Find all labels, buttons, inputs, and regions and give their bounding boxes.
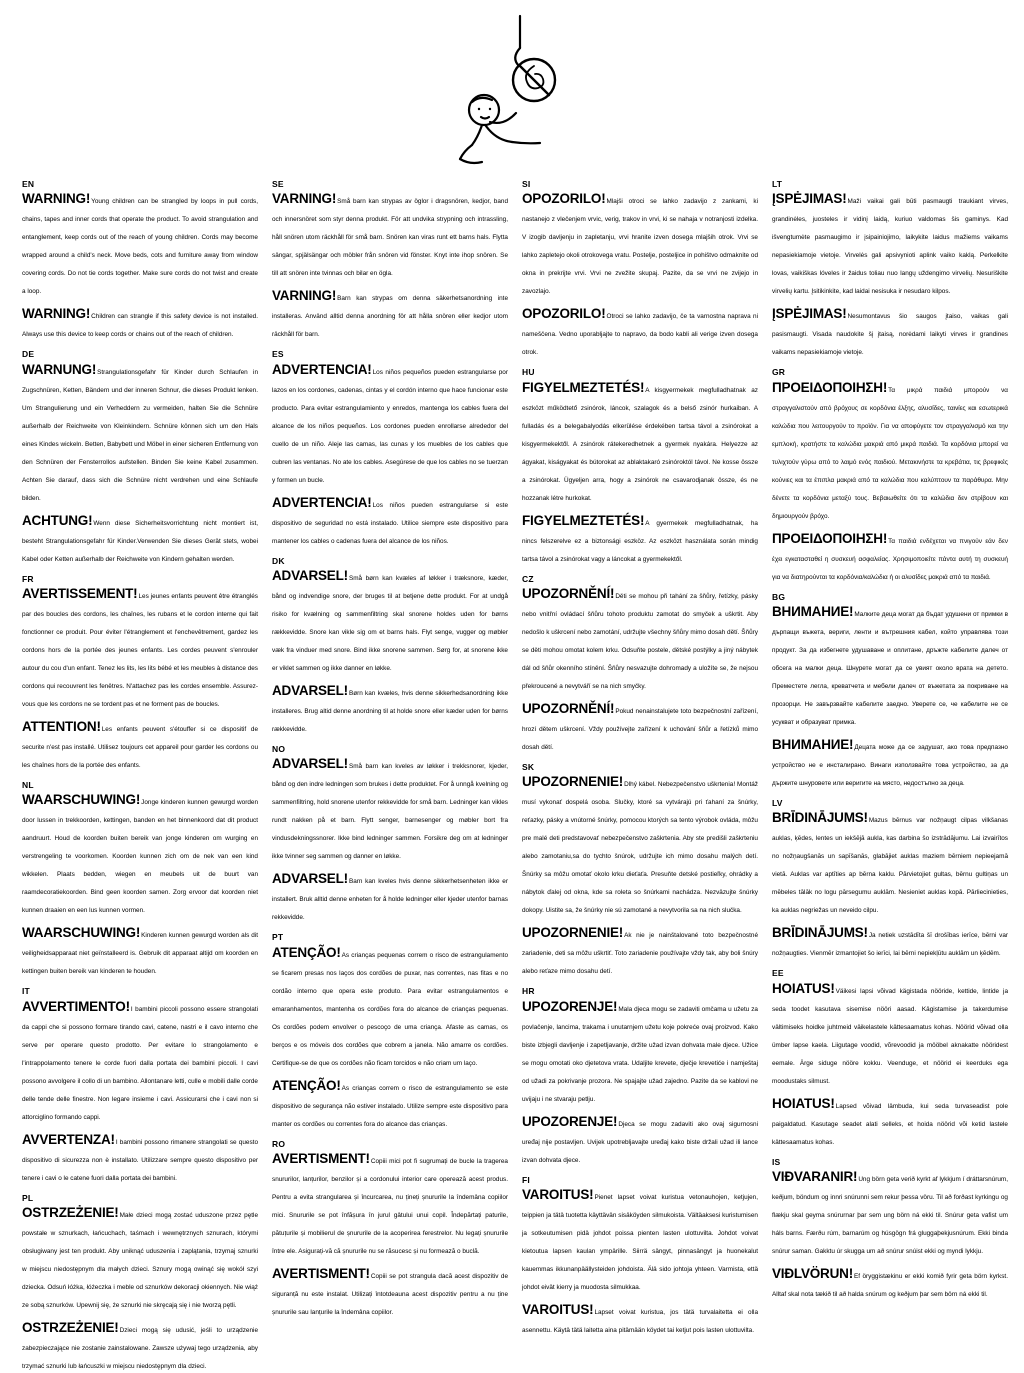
lang-code: BG <box>772 591 786 602</box>
warning-text: Strangulationsgefahr für Kinder durch Schlaufen in Zugschnüren, Ketten, Bändern und der inneren Schnur, die dieses Produkt lenken. Um Strangulierung und ein Verheddern zu vermeiden, halten Sie die Schnüre außerhalb der Reichweite von Kleinkindern. Schnüre können sich um den Hals eines Kindes wickeln. Betten, Babybett und Möbel in einer sicheren Entfernung von den Schnüren der Fensterrollos aufstellen. Binden Sie keine Kabel zusammen. Achten Sie darauf, dass sich die Schnüre nicht verdrehen und eine Schlaufe bilden. <box>22 368 258 502</box>
warning-text: Dzieci mogą się udusić, jeśli to urządzenie zabezpieczające nie zostanie zainstalowane. Zawsze używaj tego urządzenia, aby trzymać sznurki lub łańcuszki w miejscu niedostępnym dla dzieci. <box>22 1327 258 1371</box>
warning-heading: AVVERTENZA! <box>22 1131 115 1147</box>
warning-text: Ja netiek uzstādīta šī drošības ierīce, bērni var nožņaugties. Vienmēr izmantojiet šo ierīci, lai bērni nepiekļūtu auklām un ķēdēm. <box>772 932 1008 958</box>
warning-heading: ĮSPĖJIMAS! <box>772 306 847 322</box>
warning-paragraph <box>772 1095 1008 1149</box>
lang-code: HR <box>522 986 535 997</box>
warning-heading: UPOZORENJE! <box>522 1113 618 1129</box>
warning-heading: BRĪDINĀJUMS! <box>772 810 868 826</box>
warning-paragraph <box>272 944 508 1070</box>
warning-heading: ACHTUNG! <box>22 512 93 528</box>
lang-code: PT <box>272 932 284 943</box>
warning-text: Ef öryggistækinu er ekki komið fyrir geta börn kyrkst. Alltaf skal nota tækið til að halda snúrum og keðjum þar sem börn ná ekki til. <box>772 1273 1008 1299</box>
lang-code: EN <box>22 179 35 189</box>
warning-heading: WARNING! <box>22 191 91 207</box>
lang-code: EE <box>772 968 784 979</box>
warning-text: Små barn kan strypas av öglor i dragsnören, kedjor, band och innersnöret som styr denna produkt. För att undvika strypning och intrassling, håll snören utom räckhåll för små barn. Snören kan viras runt ett barns hals. Flytta sängar, spjälsängar och möbler från snören vid fönster. Knyt inte ihop snören. Se till att snören inte tvinnas och bilar en ögla. <box>272 198 508 278</box>
warning-heading: VARNING! <box>272 191 337 207</box>
warning-heading: BRĪDINĀJUMS! <box>772 925 868 941</box>
warning-paragraph <box>772 924 1008 960</box>
warning-heading: AVERTISSEMENT! <box>22 586 138 602</box>
warning-text: Dlhý kábel. Nebezpečenstvo uškrtenia! Montáž musí vykonať dospelá osoba. Slučky, ktoré sa vytvárajú pri ťahaní za šnúrky, reťazky, pásky a vnútorné šnúrky, pomocou ktorých sa tento výrobok ovláda, môžu pre malé deti predstavovať nebezpečenstvo zaškrtenia. Aby ste predišli zaškrteniu alebo zamotaniu,sa do tychto šnúrok, udržujte ich mimo dosahu malých detí. Šnúrky sa môžu omotať okolo krku dieťaťa. Presuňte detské postieľky, ohrádky a nábytok ďalej od okna, kde sa roleta so šnúrkami nachádza. Nezväzujte šnúrky dokopy. Uistite sa, že šnúrky nie sú zamotané a nevytvorila sa na nich slučka. <box>522 781 758 915</box>
warning-paragraph <box>272 1077 508 1131</box>
warning-text: Los niños pequeños pueden estrangularse por lazos en los cordones, cadenas, cintas y el cordón interno que hace funcionar este producto. Para evitar estrangulamiento y enredos, mantenga los cables fuera del alcance de los niños pequeños. Los cordones pueden enrollarse alrededor del cuello de un niño. Aleje las camas, las cunas y los muebles de los cables que cubren las ventanas. No ate los cables. Asegúrese de que los cables no se tuerzan y formen un bucle. <box>272 368 508 484</box>
lang-block-es <box>272 350 508 547</box>
warning-text: Ak nie je nainštalované toto bezpečnostné zariadenie, deti sa môžu uškrtiť. Toto zariadenie používajte vždy tak, aby boli šnúry alebo reťaze mimo dosahu detí. <box>522 932 758 976</box>
warning-paragraph <box>772 809 1008 917</box>
lang-block-pl <box>22 1194 258 1373</box>
warning-heading: OPOZORILO! <box>522 306 606 322</box>
warning-heading: OSTRZEŻENIE! <box>22 1205 119 1221</box>
warning-heading: UPOZORNĚNÍ! <box>522 586 615 602</box>
warning-text: Små barn kan kveles av løkker i trekksnorer, kjeder, bånd og den indre ledningen som brukes i dette produktet. For å unngå kvelning og sammenfiltring, hold snorene utenfor rekkevidde for små barn. Ledninger kan vikles rundt nakken på et barn. Flytt senger, barnesenger og møbler bort fra vindusdekningssnorer. Ikke bind ledninger sammen. Forsikre deg om at ledninger ikke tvinner seg sammen og danner en løkke. <box>272 763 508 861</box>
warning-paragraph <box>22 718 258 772</box>
lang-code: IS <box>772 1156 781 1167</box>
warning-heading: VIÐVARANIR! <box>772 1169 858 1185</box>
lang-block-sk <box>522 763 758 978</box>
warning-paragraph <box>272 682 508 736</box>
warning-heading: OSTRZEŻENIE! <box>22 1320 119 1336</box>
warning-heading: WAARSCHUWING! <box>22 925 141 941</box>
warning-heading: ΠΡΟΕΙΔΟΠΟΙΗΣΗ! <box>772 379 888 395</box>
warning-text: Τα μικρά παιδιά μπορούν να στραγγαλιστούν από βρόχους σε κορδόνια έλξης, αλυσίδες, ταινίες και εσωτερικά καλώδια που λειτουργούν το προϊόν. Για να αποφύγετε τον στραγγαλισμό και την εμπλοκή, κρατήστε τα καλώδια μακριά από μικρά παιδιά. Τα κορδόνια μπορεί να τυλιχτούν γύρω από το λαιμό ενός παιδιού. Μετακινήστε τα κρεβάτια, τις βρεφικές κούνιες και τα έπιπλα μακριά από τα καλώδια που καλύπτουν τα παράθυρα. Μην δένετε τα κορδόνια μεταξύ τους. Βεβαιωθείτε ότι τα καλώδια δεν στρίβουν και δημιουργούν βρόχο. <box>772 386 1008 520</box>
lang-code: FI <box>522 1174 530 1185</box>
lang-block-cz <box>522 575 758 754</box>
lang-block-lt <box>772 180 1008 359</box>
warning-text: Wenn diese Sicherheitsvorrichtung nicht montiert ist, besteht Strangulationsgefahr für Kinder.Verwenden Sie dieses Gerät stets, wobei Kabel oder Ketten außerhalb der Reichweite von Kindern gehalten werden. <box>22 519 258 563</box>
lang-block-ee <box>772 969 1008 1148</box>
warning-paragraph <box>22 512 258 566</box>
warning-heading: AVVERTIMENTO! <box>22 998 130 1014</box>
lang-code: HU <box>522 367 535 378</box>
warning-text: Lapsed võivad lämbuda, kui seda turvaseadist pole paigaldatud. Kasutage seadet alati selleks, et hoida nöörid või ketid lastele kättesaamatus kohas. <box>772 1102 1008 1146</box>
warning-heading: AVERTISMENT! <box>272 1151 370 1167</box>
lang-code: DE <box>22 349 35 360</box>
warning-text: Väikesi lapsi võivad kägistada nööride, kettide, lintide ja seda toodet kasutava sisemise nööri aasad. Kägistamise ja takerdumise vältimiseks hoidke juhtmeid väikelastele kättesaamatus kohas. Nöörid võivad olla ümber lapse kaela. Liigutage voodid, võrevoodid ja mööbel aknakatte nööridest eemale. Ärge siduge nööre kokku. Veenduge, et nöörid ei keerduks ega moodustaks silmust. <box>772 987 1008 1085</box>
warning-paragraph <box>522 305 758 359</box>
lang-block-ro <box>272 1140 508 1319</box>
lang-code: DK <box>272 555 285 566</box>
warning-heading: ĮSPĖJIMAS! <box>772 191 847 207</box>
warning-text: Copiii mici pot fi sugrumați de bucle la tragerea snururilor, lanțurilor, benzilor și a cordonului interior care operează acest produs. Pentru a evita strangularea și încurcarea, nu țineți șnururile la îndemâna copiilor mici. Snururile se pot înfășura în jurul gâtului unui copil. Îndepărtați paturile, pătuțurile și mobilierul de șnururile de la acoperirea ferestrelor. Nu legați șnururile între ele. Asigurați-vă că șnururile nu se răsucesc și nu formează o buclă. <box>272 1158 508 1256</box>
warning-paragraph <box>22 1131 258 1185</box>
lang-block-fi <box>522 1176 758 1337</box>
lang-code: LT <box>772 179 783 189</box>
warning-paragraph <box>22 361 258 505</box>
warning-paragraph <box>22 190 258 298</box>
lang-block-nl <box>22 781 258 978</box>
warning-text: Τα παιδιά ενδέχεται να πνιγούν εάν δεν έχει εγκατασταθεί η συσκευή ασφαλείας. Χρησιμοποιείτε πάντα αυτή τη συσκευή για να διατηρούνται τα κορδόνια/καλώδια ή οι αλυσίδες μακριά από τα παιδιά. <box>772 537 1008 581</box>
warning-paragraph <box>272 287 508 341</box>
warning-heading: FIGYELMEZTETÉS! <box>522 379 645 395</box>
warning-paragraph <box>522 1113 758 1167</box>
warning-paragraph <box>22 1204 258 1312</box>
lang-code: FR <box>22 573 34 584</box>
warning-text: Los niños pueden estrangularse si este dispositivo de seguridad no está instalado. Utilice siempre este dispositivo para mantener los cables o cadenas fuera del alcance de los niños. <box>272 501 508 545</box>
warning-paragraph <box>772 736 1008 790</box>
warning-paragraph <box>272 1265 508 1319</box>
warning-paragraph <box>22 585 258 711</box>
warning-paragraph <box>522 190 758 298</box>
warning-paragraph <box>522 379 758 505</box>
warning-heading: ВНИМАНИЕ! <box>772 737 854 753</box>
lang-code: LV <box>772 798 783 809</box>
lang-block-si <box>522 180 758 359</box>
warning-paragraph <box>522 512 758 566</box>
lang-block-fr <box>22 575 258 772</box>
warning-heading: VIÐLVÖRUN! <box>772 1266 853 1282</box>
warning-paragraph <box>272 870 508 924</box>
lang-block-it <box>22 987 258 1184</box>
warning-text: Pienet lapset voivat kuristua vetonauhojen, ketjujen, teippien ja tätä tuotetta käyttävän sisäköyden silmukoista. Vältäaksesi kuristumisen ja sotkeutumisen pidä johdot poissa pienten lasten ulottuvilta. Johdot voivat kietoutua lapsen kaulan ympärille. Siirrä sängyt, pinnasängyt ja huonekalut kauemmas ikkunanpäällysteiden johdoista. Älä sido johtoja yhteen. Varmista, että johdot eivät kierry ja muodosta silmukkaa. <box>522 1194 758 1292</box>
warning-paragraph <box>22 998 258 1124</box>
warning-text: A kisgyermekek megfulladhatnak az eszközt működtető zsinórok, láncok, szalagok és a belső zsinór hurkaiban. A fulladás és a belegabalyodás elkerülése érdekében tartsa távol a zsinórokat a kisgyermekektől. A zsinórok rátekeredhetnek a gyermek nyakára. Helyezze az ágyakat, kiságyakat és bútorokat az ablaktakaró zsinóroktól távol. Ne kosse össze a zsinórokat. Ügyeljen arra, hogy a zsinórok ne csavarodjanak össze, és ne hozzanak létre hurkokat. <box>522 386 758 502</box>
warning-paragraph <box>522 924 758 978</box>
warning-heading: HOIATUS! <box>772 980 835 996</box>
warning-paragraph <box>522 585 758 693</box>
lang-block-hu <box>522 368 758 565</box>
warning-heading: OPOZORILO! <box>522 191 606 207</box>
warning-heading: ADVARSEL! <box>272 683 348 699</box>
warning-paragraph <box>522 1186 758 1294</box>
warning-heading: VAROITUS! <box>522 1187 594 1203</box>
warning-heading: FIGYELMEZTETÉS! <box>522 512 645 528</box>
warning-text: Nesumontavus šio saugos įtaiso, vaikas gali pasismaugti. Visada naudokite šį įtaisą, norėdami laikyti virves ir grandines vaikams nepasiekiamoje vietoje. <box>772 313 1008 357</box>
lang-code: SE <box>272 179 284 189</box>
warning-paragraph <box>272 494 508 548</box>
warning-heading: ADVARSEL! <box>272 568 348 584</box>
lang-code: CZ <box>522 573 534 584</box>
lang-block-dk <box>272 557 508 736</box>
warning-text: Les enfants peuvent s'étouffer si ce dispositif de securite n'est pas installé. Utilisez toujours cet appareil pour garder les cordons ou les chaînes hors de la portée des enfants. <box>22 726 258 770</box>
warning-heading: WAARSCHUWING! <box>22 792 141 808</box>
warning-text: I bambini piccoli possono essere strangolati da cappi che si possono formare tirando cavi, catene, nastri e il cavo interno che serve per operare questo prodotto. Per evitare lo strangolamento e l'intrappolamento tenere le corde fuori dalla portata dei bambini piccoli. I cavi possono avvolgere il collo di un bambino. Allontanare letti, culle e mobili dalle corde delle tende delle finestre. Non legare insieme i cavi. Assicurarsi che i cavi non si attorciglino formando cappi. <box>22 1005 258 1121</box>
lang-block-de <box>22 350 258 565</box>
warning-heading: WARNING! <box>22 306 91 322</box>
lang-block-gr <box>772 368 1008 583</box>
warning-paragraph <box>272 190 508 280</box>
warning-paragraph <box>522 700 758 754</box>
warning-text: As crianças correm o risco de estrangulamento se este dispositivo de segurança não estiver instalado. Utilize sempre este dispositivo para manter os cordões ou correntes fora do alcance das crianças. <box>272 1084 508 1128</box>
warning-heading: WARNUNG! <box>22 361 97 377</box>
warning-paragraph <box>772 530 1008 584</box>
warning-paragraph <box>272 361 508 487</box>
warning-text: Pokud nenainstalujete toto bezpečnostní zařízení, hrozí dětem uškrcení. Vždy používejte zařízení k uchování šňůr a řetízků mimo dosah dětí. <box>522 708 758 752</box>
warning-paragraph <box>22 791 258 917</box>
warning-heading: UPOZORNENIE! <box>522 925 624 941</box>
warning-text: Децата може да се задушат, ако това предпазно устройство не е инсталирано. Винаги използвайте това устройство, за да държите шнуровете или веригите на място, недостъпно за деца. <box>772 744 1008 788</box>
lang-code: ES <box>272 349 284 360</box>
warning-heading: ATENÇÃO! <box>272 1077 341 1093</box>
warning-text: Copiii se pot strangula dacă acest dispozitiv de siguranță nu este instalat. Utilizați întotdeauna acest dispozitiv pentru a nu ține șnururile sau lanțurile la îndemâna copiilor. <box>272 1273 508 1317</box>
warning-text: Maži vaikai gali būti pasmaugti traukiant virves, grandinėles, juosteles ir vidinį laidą, kuriuo valdomas šis gaminys. Kad išvengtumėte pasmaugimo ir įsipainiojimo, laikykite laidus mažiems vaikams nepasiekiamoje vietoje. Virvelės gali apsivynioti aplink vaiko kaklą. Perkelkite lovas, vaikiškas lóveles ir žaidus toliau nuo langų uždengimo virvelių. Nesuriškite virvelių kartu. Įsitikinkite, kad laidai nesisuka ir nesudaro kilpos. <box>772 198 1008 296</box>
lang-code: GR <box>772 367 786 378</box>
warning-heading: ВНИМАНИЕ! <box>772 604 854 620</box>
lang-block-lv <box>772 799 1008 960</box>
lang-code: NO <box>272 744 286 755</box>
warning-paragraph <box>22 924 258 978</box>
warning-heading: VARNING! <box>272 288 337 304</box>
warning-text: Děti se mohou při tahání za šňůry, řetízky, pásky nebo vnitřní ovládací šňůru tohoto produktu zamotat do smyček a uškrtit. Aby nedošlo k uškrcení nebo zamotání, udržujte všechny šňůry mimo dosah dětí. Šňůry se děti mohou omotat kolem krku. Odsuňte postele, dětské postýlky a jiný nábytek dál od šňůr okenního stínění. Šňůry nesvazujte dohromady a uložíte se, že nejsou překroucené a nevytváří se na nich smyčky. <box>522 593 758 691</box>
lang-block-en <box>22 180 258 341</box>
warning-paragraph <box>522 773 758 917</box>
warning-heading: ATENÇÃO! <box>272 944 341 960</box>
warning-text: Barn kan strypas om denna säkerhetsanordning inte installeras. Använd alltid denna anordning för att hålla snören eller kedjor utom räckhåll för barn. <box>272 295 508 339</box>
warning-paragraph <box>772 190 1008 298</box>
warning-text: Børn kan kvæles, hvis denne sikkerhedsanordning ikke installeres. Brug altid denne anordning til at holde snore eller kæder uden for børns rækkevidde. <box>272 690 508 734</box>
lang-code: RO <box>272 1138 286 1149</box>
warning-text: A gyermekek megfulladhatnak, ha nincs felszerelve ez a biztonsági eszköz. Az eszközt használata során mindig tartsa távol a zsinórokat vagy a láncokat a gyermekektől. <box>522 519 758 563</box>
warning-text: Jonge kinderen kunnen gewurgd worden door lussen in trekkoorden, kettingen, banden en het binnenkoord dat dit product aandruurt. Houd de koorden buiten bereik van jonge kinderen om wurging en verstrengeling te voorkomen. Koorden kunnen zich om de nek van een kind wikkelen. Plaats bedden, wiegen en meubels uit de buurt van raamdecoratiekoorden. Bind geen koorden samen. Zorg ervoor dat koorden niet kunnen draaien en een lus kunnen vormen. <box>22 799 258 915</box>
warning-paragraph <box>22 305 258 341</box>
warning-paragraph <box>522 998 758 1106</box>
column-3 <box>522 179 758 1335</box>
warning-text: Малките деца могат да бъдат удушени от примки в дърпащи въжета, вериги, ленти и вътрешния кабел, който управлява този продукт. За да избегнете удушаване и оплитане, дръжте кабелите далеч от обсега на малки деца. Шнурете могат да се увият около врата на детето. Преместете легла, креватчета и мебели далеч от въжетата за покриване на прозорци. Не завързвайте кабелите заедно. Уверете се, че кабелите не се усукват и образуват примка. <box>772 611 1008 727</box>
warning-text: Otroci se lahko zadavijo, če ta varnostna naprava ni nameščena. Vedno uporabljajte to napravo, da bodo kabli ali verige izven dosega otrok. <box>522 313 758 357</box>
warning-paragraph <box>772 305 1008 359</box>
lang-code: NL <box>22 780 34 791</box>
warning-text: Les jeunes enfants peuvent être étranglés par des boucles des cordons, les chaînes, les rubans et le cordon interne qui fait fonctionner ce produit. Pour éviter l'étranglement et l'enchevêtrement, gardez les cordons hors de la portée des jeunes enfants. Les cordes peuvent s'enrouler autour du cou d'un enfant. Tenez les lits, les lits bébé et les meubles à distance des cordons qui recouvrent les fenêtres. N'attachez pas les cordes ensemble. Assurez-vous que les cordons ne se tordent pas et ne forment pas de boucles. <box>22 593 258 709</box>
warning-text: Mala djeca mogu se zadaviti omčama u užetu za povlačenje, lancima, trakama i unutarnjem užetu koje pokreće ovaj proizvod. Kako biste izbjegli davljenje i zapetljavanje, držite užad izvan dohvata male djece. Užice se mogu omotati oko djetetova vrata. Udaljite krevete, dječje krevetiće i namještaj od užadi za pokrivanje prozora. Ne spajajte užad zajedno. Pazite da se kablovi ne uvijaju i ne stvaraju petlju. <box>522 1005 758 1103</box>
warning-heading: UPOZORNENIE! <box>522 774 624 790</box>
warning-paragraph <box>22 1319 258 1373</box>
lang-block-bg <box>772 593 1008 790</box>
column-1 <box>22 179 258 1371</box>
warning-heading: UPOZORNĚNÍ! <box>522 701 615 717</box>
warning-text: Children can strangle if this safety device is not installed. Always use this device to keep cords or chains out of the reach of children. <box>22 313 258 339</box>
warning-text: Barn kan kveles hvis denne sikkerhetsenheten ikke er installert. Bruk alltid denne enheten for å holde ledninger eller kjeder utenfor barnas rekkevidde. <box>272 878 508 922</box>
warning-paragraph <box>772 603 1008 729</box>
warning-heading: ADVERTENCIA! <box>272 494 372 510</box>
warning-paragraph <box>522 1301 758 1337</box>
child-strangulation-warning-illustration <box>0 14 1024 174</box>
lang-code: IT <box>22 986 30 997</box>
warning-text: As crianças pequenas correm o risco de estrangulamento se ficarem presas nos laços dos cordões de puxar, nas correntes, nas fitas e no cordão interno que opera este produto. Para evitar estrangulamentos e emaranhamentos, mantenha os cordões fora do alcance de crianças pequenas. Os cordões podem envolver o pescoço de uma criança. Afaste as camas, os berços e os móveis dos cordões que cobrem a janela. Não amarre os cordões. Certifique-se de que os cordões não ficam torcidos e não criam um laço. <box>272 951 508 1067</box>
warning-heading: ATTENTION! <box>22 719 101 735</box>
column-2 <box>272 179 508 1317</box>
warning-text-columns <box>22 179 1008 1371</box>
warning-text: Małe dzieci mogą zostać uduszone przez pętle powstałe w sznurkach, łańcuchach, taśmach i wewnętrznych sznurach, którymi obsługiwany jest ten produkt. Aby uniknąć uduszenia i zaplątania, trzymaj sznurki w miejscu niedostępnym dla małych dzieci. Sznury mogą owinąć się wokół szyi dziecka. Odsuń łóżka, łóżeczka i meble od sznurków dekoracji okiennych. Nie wiąż ze sobą sznurków. Upewnij się, że sznurki nie skręcają się i nie tworzą pętli. <box>22 1212 258 1310</box>
lang-block-hr <box>522 987 758 1166</box>
lang-code: SI <box>522 179 531 189</box>
warning-paragraph <box>772 980 1008 1088</box>
warning-text: Mlajši otroci se lahko zadavijo z zankami, ki nastanejo z vlečenjem vrvic, verig, trakov in vrvi, ki se nahaja v notranjosti izdelka. V izogib davljenju in zapletanju, vrvi hranite izven dosega mlajših otrok. Vrvi se lahko zapletejo okoli otrokovega vratu. Postelje, posteljice in pohištvo odmaknite od okna in prekrijte vrvi. Vrvi ne zvežite skupaj. Pazite, da se vrvi ne zvijejo in zavozlajo. <box>522 198 758 296</box>
warning-paragraph <box>772 1265 1008 1301</box>
warning-text: Lapset voivat kuristua, jos tätä turvalaitetta ei olla asennettu. Käytä tätä laitetta aina pitämään köydet tai ketjut pois lasten ulottuvilta. <box>522 1309 758 1335</box>
warning-text: Små børn kan kvæles af løkker i træksnore, kæder, bånd og indvendige snore, der bruges til at betjene dette produkt. For at undgå risiko for kvælning og sammenfiltring skal snorene holdes uden for børns rækkevidde. Snore kan vikle sig om et barns hals. Flyt senge, vugger og møbler væk fra vinduer med snore. Bind ikke snorene sammen. Sørg for, at snorene ikke er viklet sammen og ikke danner en løkke. <box>272 575 508 673</box>
warning-paragraph <box>772 1168 1008 1258</box>
lang-block-pt <box>272 933 508 1130</box>
warning-paragraph <box>272 755 508 863</box>
warning-heading: AVERTISMENT! <box>272 1266 370 1282</box>
warning-heading: HOIATUS! <box>772 1095 835 1111</box>
warning-heading: ADVARSEL! <box>272 871 348 887</box>
warning-text: Ung börn geta verið kyrkt af lykkjum í dráttarsnúrum, keðjum, böndum og innri snúrunni sem rekur þessa vöru. Til að forðast kyrkingu og flækju skal geyma snúrurnar þar sem ung börn ná ekki til. Snúrur geta vafist um háls barns. Færðu rúm, barnarúm og húsgögn frá gluggaþekjusnúrum. Ekki binda snúrur saman. Gakktu úr skugga um að snúrur snúist ekki og myndi lykkju. <box>772 1176 1008 1256</box>
warning-heading: ADVARSEL! <box>272 756 348 772</box>
warning-heading: ADVERTENCIA! <box>272 361 372 377</box>
warning-text: I bambini possono rimanere strangolati se questo dispositivo di sicurezza non è installato. Utilizzare sempre questo dispositivo per tenere i cavi o le catene fuori dalla portata dei bambini. <box>22 1138 258 1182</box>
warning-paragraph <box>272 1150 508 1258</box>
warning-paragraph <box>772 379 1008 523</box>
warning-text: Young children can be strangled by loops in pull cords, chains, tapes and inner cords that operate the product. To avoid strangulation and entanglement, keep cords out of the reach of young children. Cords may become wrapped around a child's neck. Move beds, cots and furniture away from window covering cords. Do not tie cords together. Make sure cords do not twist and create a loop. <box>22 198 258 296</box>
lang-code: SK <box>522 762 535 773</box>
warning-heading: VAROITUS! <box>522 1302 594 1318</box>
lang-block-is <box>772 1158 1008 1301</box>
column-4 <box>772 179 1008 1299</box>
lang-code: PL <box>22 1192 34 1203</box>
warning-text: Djeca se mogu zadaviti ako ovaj sigurnosni uređaj nije postavljen. Uvijek upotrebljavajte uređaj kako biste držali užad ili lance izvan dohvata djece. <box>522 1120 758 1164</box>
warning-heading: ΠΡΟΕΙΔΟΠΟΙΗΣΗ! <box>772 530 888 546</box>
lang-block-no <box>272 745 508 924</box>
warning-text: Kinderen kunnen gewurgd worden als dit veiligheidsapparaat niet geïnstalleerd is. Gebruik dit apparaat altijd om koorden en kettingen buiten bereik van kinderen te houden. <box>22 932 258 976</box>
warning-heading: UPOZORENJE! <box>522 998 618 1014</box>
warning-paragraph <box>272 567 508 675</box>
warning-text: Mazus bērnus var nožņaugt cilpas vilkšanas auklas, ķēdes, lentes un iekšējā aukla, kas darbina šo izstrādājumu. Lai izvairītos no nožņaugšanās un sapīšanās, glabājiet auklas maziem bērniem nepieejamā vietā. Auklas var aptīties ap bērna kaklu. Pārvietojiet gultas, bērnu gultiņas un mēbeles tālāk no logu pārsegumu auklām. Nesieniet auklas kopā. Pārliecinieties, ka auklas negriežas un neveido cilpu. <box>772 817 1008 915</box>
lang-block-se <box>272 180 508 341</box>
